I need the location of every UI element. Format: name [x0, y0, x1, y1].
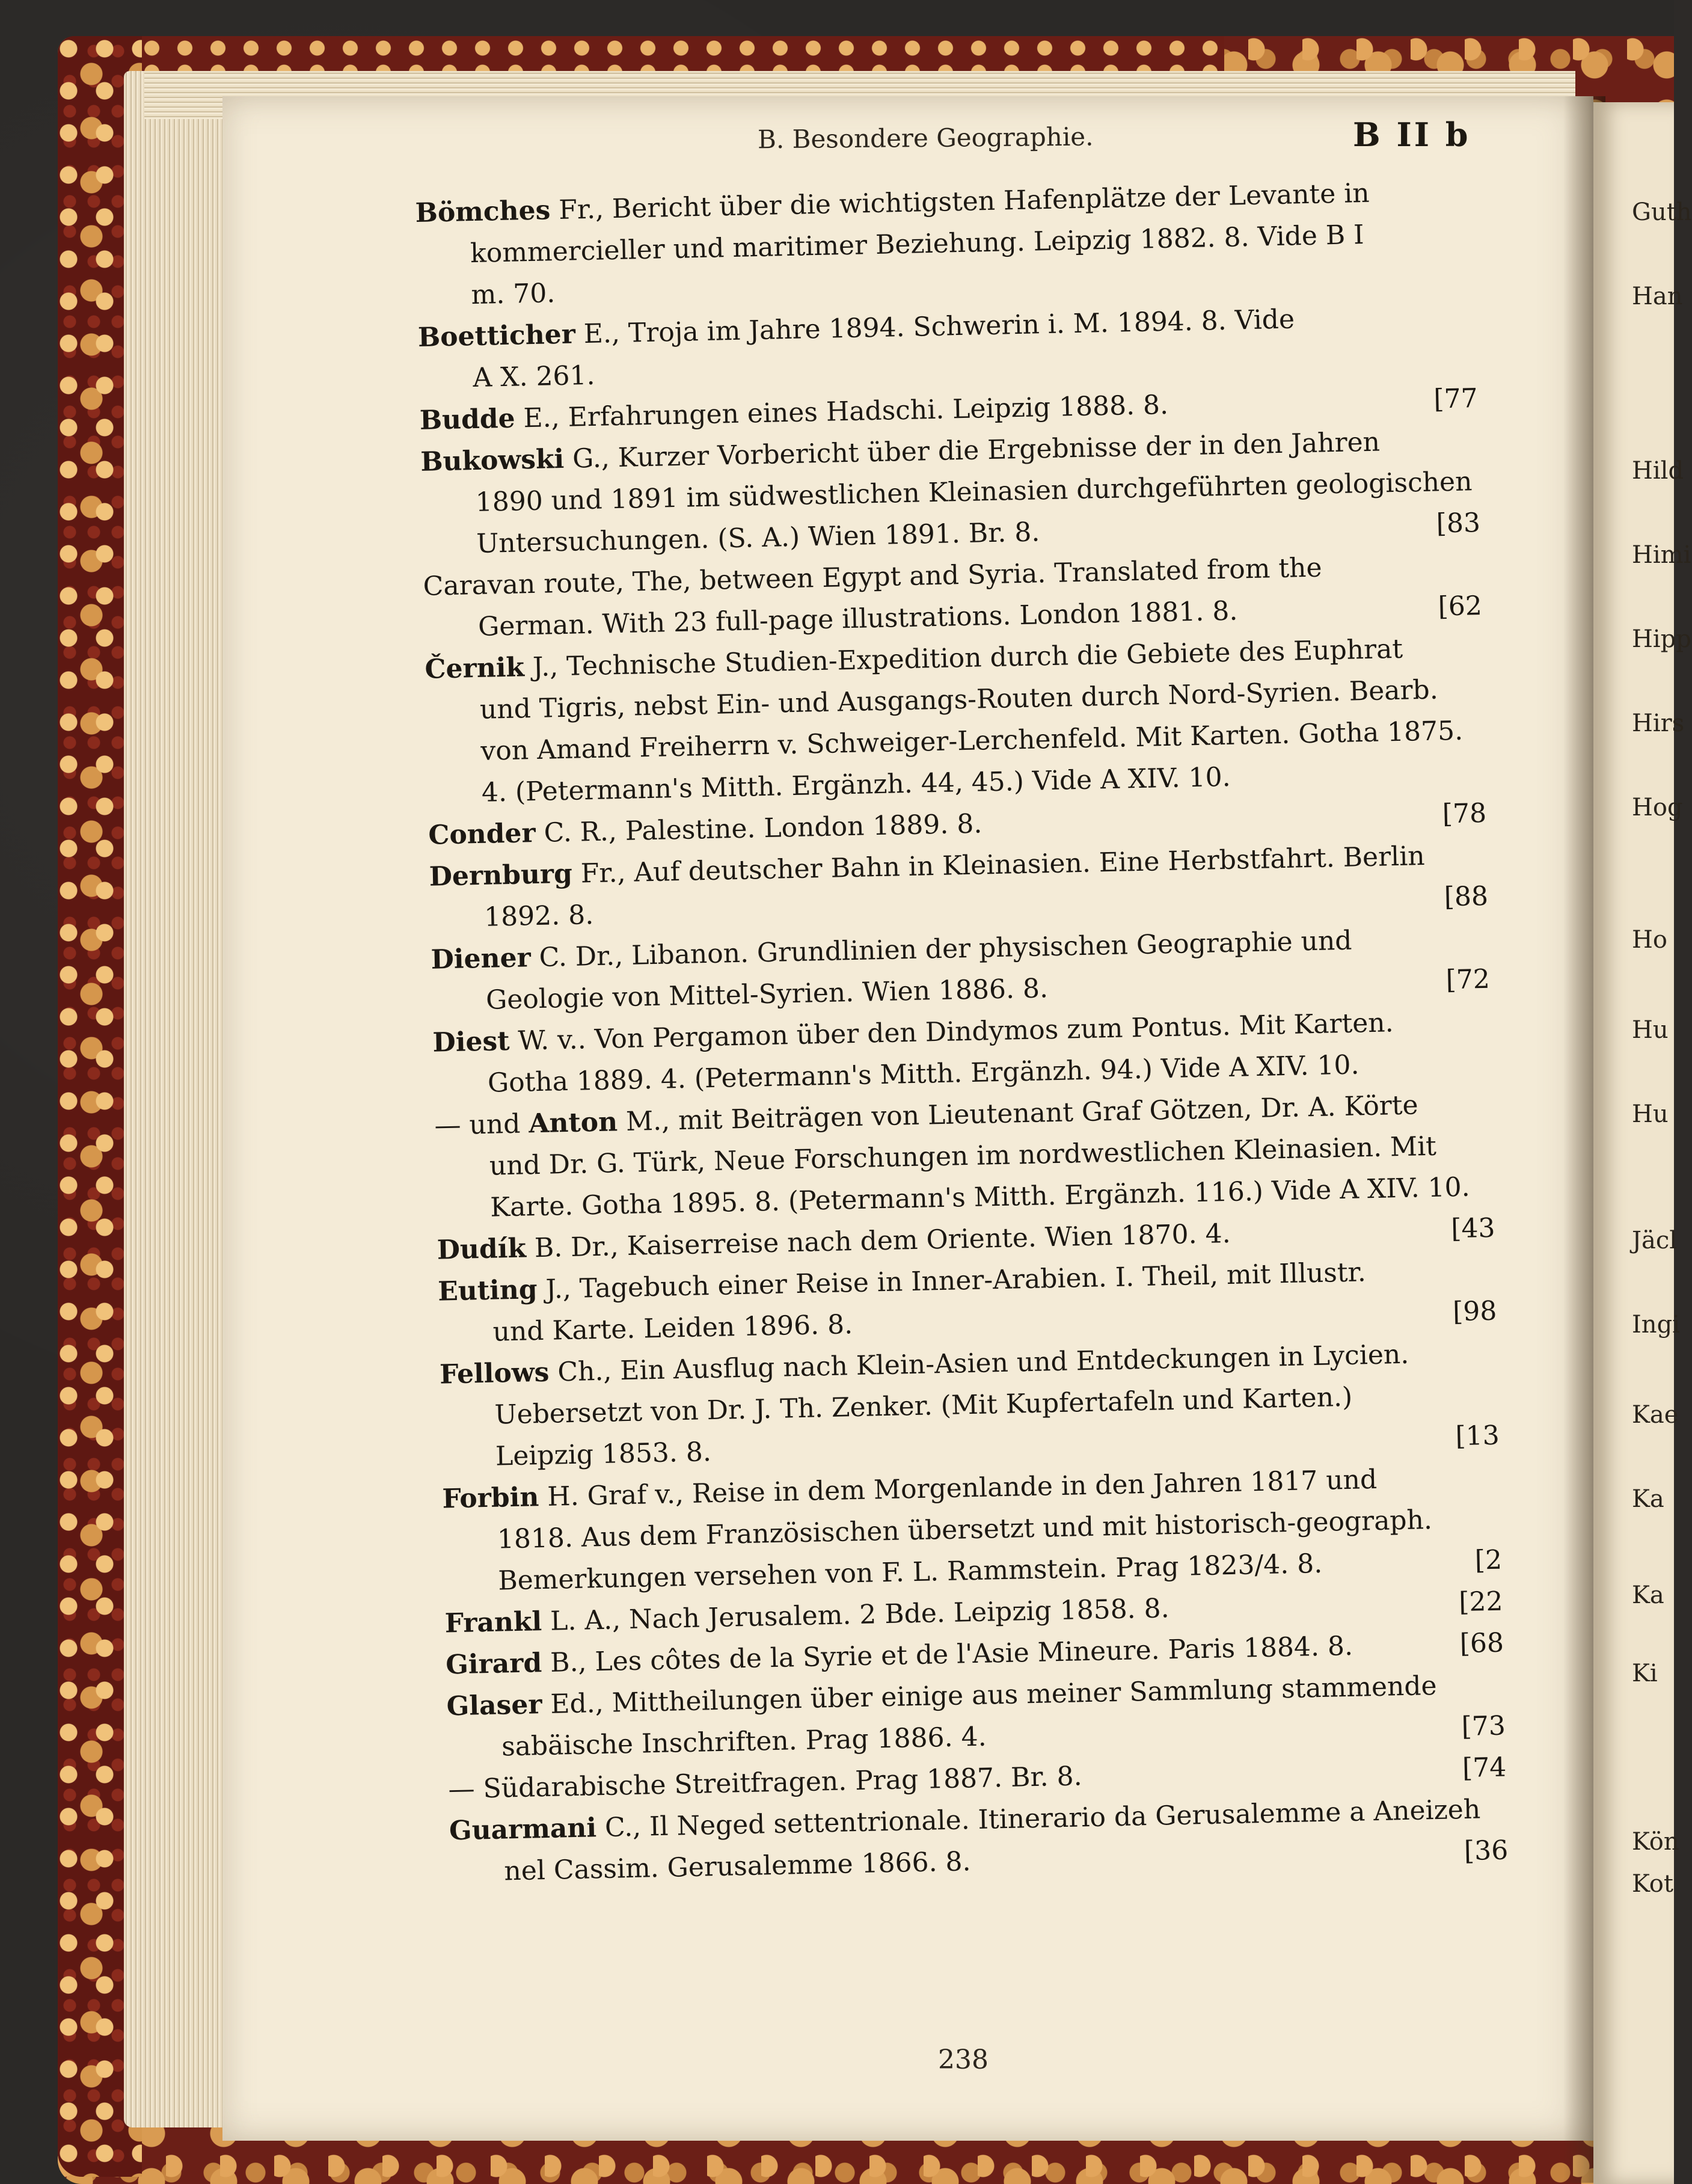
entry-text: Bemerkungen versehen von F. L. Rammstein. Prag 1823/4. 8. — [497, 1548, 1323, 1597]
facing-page-text: Kae — [1632, 1401, 1679, 1429]
facing-page-text: Ingi — [1632, 1311, 1680, 1339]
entry-ref: [43 — [1450, 1212, 1495, 1245]
entry-text: E., Erfahrungen eines Hadschi. Leipzig 1888. 8. — [523, 389, 1169, 434]
entry-text: 4. (Petermann's Mitth. Ergänzh. 44, 45.) Vide A XIV. 10. — [481, 761, 1231, 808]
entry-ref: [83 — [1436, 508, 1481, 539]
entry-text: Gotha 1889. 4. (Petermann's Mitth. Ergänzh. 94.) Vide A XIV. 10. — [487, 1049, 1360, 1099]
entry-ref: [13 — [1455, 1420, 1500, 1452]
facing-page-text: Ho — [1632, 926, 1667, 954]
entry-text: W. v.. Von Pergamon über den Dindymos zum Pontus. Mit Karten. — [518, 1007, 1394, 1057]
entry-author: Glaser — [446, 1689, 542, 1722]
entry-author: Dudík — [437, 1233, 527, 1266]
entry-text: German. With 23 full-page illustrations. London 1881. 8. — [477, 595, 1238, 642]
entry-text: E., Troja im Jahre 1894. Schwerin i. M. 1894. 8. Vide — [583, 304, 1295, 350]
entry-ref: [22 — [1458, 1586, 1504, 1618]
entry-author: Fellows — [439, 1357, 550, 1390]
entry-author: Frankl — [444, 1606, 542, 1639]
entry-text: und — [468, 1108, 521, 1141]
entry-ref: [68 — [1459, 1627, 1504, 1660]
entry-text: Ed., Mittheilungen über einige aus meiner Sammlung stammende — [550, 1670, 1438, 1720]
entry-author: Bömches — [415, 195, 551, 229]
entry-text: und Karte. Leiden 1896. 8. — [492, 1309, 853, 1348]
entry-text: G., Kurzer Vorbericht über die Ergebnisse der in den Jahren — [572, 426, 1381, 474]
entry-text: Ch., Ein Ausflug nach Klein-Asien und Entdeckungen in Lycien. — [557, 1339, 1409, 1388]
entry-author: Černik — [425, 652, 525, 685]
entry-author: Boetticher — [417, 319, 576, 353]
entry-author: Diest — [432, 1026, 510, 1058]
entry-text: M., mit Beiträgen von Lieutenant Graf Götzen, Dr. A. Körte — [625, 1090, 1419, 1137]
entry-text: C., Il Neged settentrionale. Itinerario da Gerusalemme a Aneizeh — [604, 1794, 1481, 1843]
entry-ref: [73 — [1461, 1710, 1506, 1743]
entry-text: 1818. Aus dem Französischen übersetzt und mit historisch-geograph. — [497, 1505, 1433, 1555]
section-mark: B II b — [1353, 115, 1471, 154]
entry-ref: [62 — [1438, 590, 1483, 622]
entry-text: — Südarabische Streitfragen. Prag 1887. Br. 8. — [448, 1761, 1083, 1805]
entry-author: Conder — [428, 818, 536, 851]
entry-text: C. Dr., Libanon. Grundlinien der physischen Geographie und — [539, 925, 1352, 973]
page-number: 238 — [938, 2044, 989, 2075]
facing-page-text: Ka — [1632, 1485, 1664, 1513]
bibliography-list — [415, 170, 1509, 1893]
facing-page-text: Himi — [1632, 541, 1691, 569]
entry-text: Caravan route, The, between Egypt and Syria. Translated from the — [423, 552, 1323, 602]
entry-text: A X. 261. — [472, 360, 596, 394]
entry-text: B., Les côtes de la Syrie et de l'Asie Mineure. Paris 1884. 8. — [550, 1630, 1353, 1678]
entry-ref: [98 — [1452, 1295, 1497, 1328]
entry-ref: [74 — [1462, 1752, 1507, 1784]
entry-text: nel Cassim. Gerusalemme 1866. 8. — [503, 1846, 972, 1887]
entry-text: Geologie von Mittel-Syrien. Wien 1886. 8. — [485, 973, 1049, 1016]
entry-author: Budde — [419, 403, 516, 436]
entry-text: kommercieller und maritimer Beziehung. Leipzig 1882. 8. Vide B I — [470, 219, 1365, 269]
entry-author: Girard — [445, 1648, 542, 1681]
entry-ref: [77 — [1433, 383, 1479, 415]
facing-page-text: Ka — [1632, 1581, 1664, 1609]
entry-text: m. 70. — [471, 278, 556, 311]
entry-text: und Dr. G. Türk, Neue Forschungen im nordwestlichen Kleinasien. Mit — [489, 1130, 1437, 1182]
entry-author: Forbin — [441, 1482, 539, 1515]
entry-text: sabäische Inschriften. Prag 1886. 4. — [501, 1721, 987, 1762]
running-header: B. Besondere Geographie. — [757, 121, 1094, 155]
entry-ref: [72 — [1445, 963, 1491, 996]
entry-text: Uebersetzt von Dr. J. Th. Zenker. (Mit Kupfertafeln und Karten.) — [494, 1381, 1353, 1431]
entry-ref: [36 — [1464, 1835, 1509, 1867]
facing-page-text: Hipp — [1632, 625, 1691, 653]
entry-text: und Tigris, nebst Ein- und Ausgangs-Routen durch Nord-Syrien. Bearb. — [479, 674, 1439, 725]
facing-page-text: Kot — [1632, 1870, 1673, 1898]
entry-text: — — [434, 1109, 462, 1141]
entry-text: 1890 und 1891 im südwestlichen Kleinasien durchgeführten geologischen — [475, 466, 1473, 518]
facing-page-text: Ki — [1632, 1660, 1658, 1687]
entry-text: Fr., Auf deutscher Bahn in Kleinasien. Eine Herbstfahrt. Berlin — [580, 841, 1426, 889]
entry-text: B. Dr., Kaiserreise nach dem Oriente. Wien 1870. 4. — [534, 1218, 1231, 1264]
entry-author: Anton — [528, 1106, 618, 1140]
entry-text: J., Tagebuch einer Reise in Inner-Arabien. I. Theil, mit Illustr. — [545, 1257, 1367, 1305]
entry-ref: [88 — [1444, 880, 1489, 913]
facing-page-text: Hu — [1632, 1100, 1669, 1128]
entry-text: C. R., Palestine. London 1889. 8. — [544, 808, 982, 848]
entry-ref: [2 — [1474, 1544, 1503, 1576]
facing-page-text: Hild — [1632, 457, 1684, 485]
entry-author: Bukowski — [420, 443, 565, 477]
entry-text: Fr., Bericht über die wichtigsten Hafenplätze der Levante in — [558, 177, 1370, 225]
entry-text: 1892. 8. — [483, 900, 594, 933]
facing-page-text: Hu — [1632, 1016, 1669, 1044]
entry-text: J., Technische Studien-Expedition durch die Gebiete des Euphrat — [532, 633, 1403, 683]
facing-page-text: Hirs — [1632, 710, 1685, 737]
facing-page-text: Jäcl — [1632, 1227, 1678, 1254]
facing-page-text: Hog — [1632, 794, 1683, 821]
entry-text: H. Graf v., Reise in dem Morgenlande in den Jahren 1817 und — [547, 1464, 1378, 1512]
entry-author: Euting — [437, 1274, 538, 1307]
facing-page-text: Kön — [1632, 1828, 1679, 1856]
facing-page-text: Guth — [1632, 198, 1692, 226]
entry-text: Leipzig 1853. 8. — [495, 1437, 712, 1472]
entry-text: Karte. Gotha 1895. 8. (Petermann's Mitth. Ergänzh. 116.) Vide A XIV. 10. — [489, 1171, 1471, 1223]
facing-page-text: Han — [1632, 283, 1683, 310]
entry-author: Guarmani — [449, 1812, 597, 1847]
entry-ref: [78 — [1442, 797, 1487, 830]
entry-author: Dernburg — [429, 858, 573, 892]
entry-text: L. A., Nach Jerusalem. 2 Bde. Leipzig 1858. 8. — [550, 1593, 1170, 1637]
entry-author: Diener — [431, 942, 532, 975]
entry-text: von Amand Freiherrn v. Schweiger-Lerchenfeld. Mit Karten. Gotha 1875. — [480, 715, 1464, 767]
entry-text: Untersuchungen. (S. A.) Wien 1891. Br. 8. — [476, 517, 1040, 559]
